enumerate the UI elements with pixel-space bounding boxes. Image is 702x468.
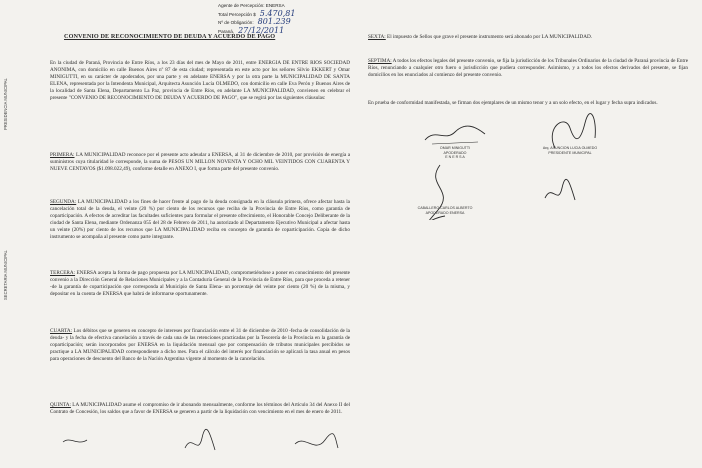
clause-tercera-head: TERCERA: — [50, 270, 76, 276]
clause-quinta-head: QUINTA: — [50, 402, 71, 408]
signature-block-caballero — [400, 206, 490, 215]
signature-block-minigutti — [420, 146, 490, 160]
sig-olmedo-name: Arq. ASUNCION LUCIA OLMEDO — [542, 146, 598, 150]
sig-minigutti-name: OMAR MINIGUTTI — [439, 146, 471, 150]
sig-caballero-name: CABALLERO CARLOS ALBERTO — [417, 206, 473, 210]
clause-quinta-text: LA MUNICIPALIDAD asume el compromiso de ir abonando mensualmente, conforme los términos del Artículo 34 del Anexo II del Contrato de Concesión, los saldos que a favor de ENERSA se generen a partir de la liquidación con vencimiento en el mes de enero de 2011. — [50, 402, 350, 416]
clause-cuarta-text: Los débitos que se generen en concepto de intereses por financiación entre el 31 de diciembre de 2010 -fecha de consolidación de la deuda- y la fecha de efectiva cancelación a través de cada una de las retenciones practicadas por la Tesorería de la Provincia en la garantía de coparticipación; serán incorporados por ENERSA en la liquidación mensual que por compensación de tributos municipales percibidos se practique a LA MUNICIPALIDAD correspondiente a dicho mes. Para el cálculo del interés por financiación se aplicará la tasa anual en pesos para operaciones de descuento del Banco de la Nación Argentina vigente al momento de la cancelación. — [50, 328, 350, 363]
stamp-obligacion-value: 801.239 — [257, 17, 291, 27]
clause-sexta-head: SEXTA: — [368, 34, 386, 40]
stamp-parana-value: 27/12/2011 — [238, 25, 285, 35]
stamp-total-label: Total Percepción $ — [218, 11, 256, 17]
clause-segunda — [50, 199, 350, 242]
clause-sexta — [368, 34, 688, 41]
sig-minigutti-role: APODERADO — [443, 150, 467, 155]
clause-cuarta-head: CUARTA: — [50, 328, 73, 334]
clause-tercera — [50, 270, 350, 298]
initials-bottom-right — [290, 430, 340, 458]
stamp-total-value: 5.470,81 — [259, 8, 296, 18]
side-stamp-2: SECRETARIA MUNICIPAL — [3, 250, 8, 300]
signature-initials-right — [540, 178, 580, 208]
clause-cuarta — [50, 328, 350, 363]
stamp-agente: Agente de Percepción: ENERSA — [218, 3, 285, 8]
clause-primera — [50, 152, 350, 173]
clause-segunda-text: LA MUNICIPALIDAD a los fines de hacer frente al pago de la deuda consignada en la cláusula primera, ofrece afectar hasta la cancelación total de la deuda, el veinte (20 %) por ciento de los recursos que reciba de la Provincia de Entre Ríos, como garantía de coparticipación. A efectos de acreditar las facultades suficientes para formular el presente ofrecimiento, el Honorable Concejo Deliberante de la ciudad de Santa Elena, mediante Ordenanza 055 del 28 de Febrero de 2011, ha autorizado al Departamento Ejecutivo Municipal a afectar hasta un veinte (20%) por ciento de los recursos que LA MUNICIPALIDAD reciba en concepto de garantía de coparticipación. Copia de dicho instrumento se acompaña al presente como parte integrante. — [50, 199, 350, 241]
side-stamp-1: PRESIDENCIA MUNICIPAL — [3, 78, 8, 130]
perception-stamp — [218, 2, 295, 35]
sig-caballero-role: APODERADO ENERSA — [425, 210, 465, 215]
clause-segunda-head: SEGUNDA: — [50, 199, 77, 205]
clause-quinta — [50, 402, 350, 416]
clause-septima — [368, 58, 688, 79]
clause-tercera-text: ENERSA acepta la forma de pago propuesta por LA MUNICIPALIDAD, comprometiéndose a poner en conocimiento del presente convenio a la Dirección General de Relaciones Municipales y a la Contaduría General de la Provincia de Entre Ríos, para que proceda a retener -de la garantía de coparticipación que corresponda al Municipio de Santa Elena- un porcentaje del veinte por ciento (20 %) de la misma, y depositar en la cuenta de ENERSA que habrá de informarse oportunamente. — [50, 270, 350, 298]
intro-paragraph: En la ciudad de Paraná, Provincia de Entre Ríos, a los 23 días del mes de Mayo de 2011, entre ENERGIA DE ENTRE RIOS SOCIEDAD ANONIMA, con domicilio en calle Buenos Aires nº 87 de esta ciudad; representada en este acto por los señores Silvio EKKERT y Omar MINIGUTTI, en su carácter de apoderados, por una parte y en adelante ENERSA y por la otra parte la MUNICIPALIDAD DE SANTA ELENA, representada por la Intendenta Municipal, Arquitecta Asunción Lucía OLMEDO, con domicilio en calle Eva Perón y Buenos Aires de la localidad de Santa Elena, Departamento La Paz, provincia de Entre Ríos, en adelante LA MUNICIPALIDAD, convienen en celebrar el presente "CONVENIO DE RECONOCIMIENTO DE DEUDA Y ACUERDO DE PAGO", que se regirá por las siguientes cláusulas: — [50, 60, 350, 102]
signature-minigutti — [420, 118, 490, 148]
clause-septima-text: A todos los efectos legales del presente convenio, se fija la jurisdicción de los Tribunales Ordinarios de la ciudad de Paraná provincia de Entre Ríos, renunciando a cualquier otro fuero o jurisdicción que pudiera corresponder. Asimismo, y a todos los efectos derivados del presente, se fijan domicilios en los enunciados al comienzo del presente convenio. — [368, 58, 688, 79]
sig-olmedo-role: PRESIDENTE MUNICIPAL — [548, 150, 592, 155]
sig-minigutti-org: E N E R S A — [445, 155, 465, 160]
stamp-obligacion-label: Nº de Obligación: — [218, 20, 254, 26]
signature-block-olmedo — [525, 146, 615, 155]
stamp-parana-label: Paraná, — [218, 28, 235, 34]
initials-bottom-center — [180, 428, 220, 458]
closing-paragraph: En prueba de conformidad manifestada, se firman dos ejemplares de un mismo tenor y a un solo efecto, en el lugar y fecha supra indicados. — [368, 100, 658, 106]
initials-bottom-left — [60, 432, 90, 450]
clause-septima-head: SEPTIMA: — [368, 58, 392, 64]
document-title: CONVENIO DE RECONOCIMIENTO DE DEUDA Y ACUERDO DE PAGO — [64, 33, 276, 40]
clause-sexta-text: El impuesto de Sellos que grave el presente instrumento será abonado por LA MUNICIPALIDAD. — [385, 34, 593, 40]
clause-primera-text: LA MUNICIPALIDAD reconoce por el presente acto adeudar a ENERSA, al 31 de diciembre de 2010, por provisión de energía a suministros cuya titularidad le corresponde, la suma de PESOS UN MILLON NOVENTA Y OCHO MIL VEINTIDOS CON CUARENTA Y NUEVE CENTAVOS ($1.098.022,49), conforme detalle en ANEXO I, que forma parte del presente convenio. — [50, 152, 350, 173]
clause-primera-head: PRIMERA: — [50, 152, 75, 158]
